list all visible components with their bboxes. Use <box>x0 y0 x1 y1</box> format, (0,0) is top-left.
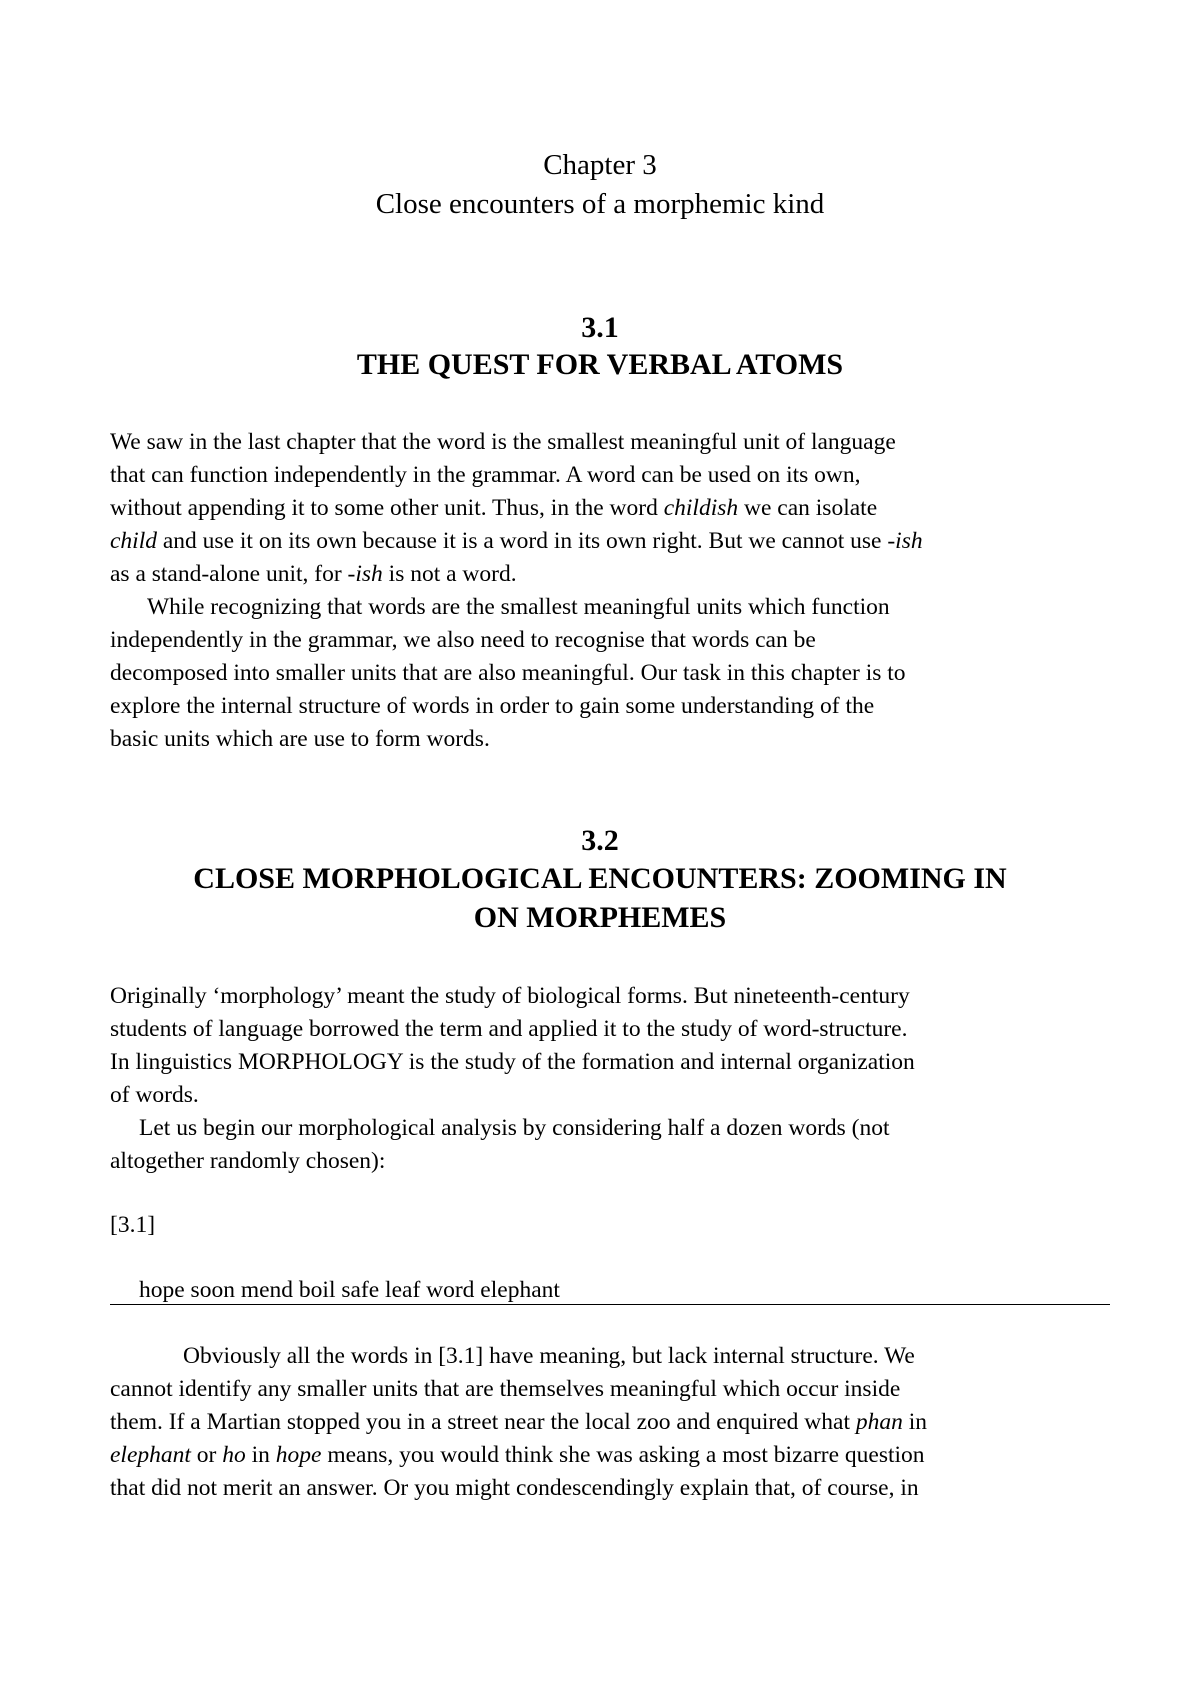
text-run: without appending it to some other unit. Thus, in the word <box>110 495 664 521</box>
text-run: them. If a Martian stopped you in a street near the local zoo and enquired what <box>110 1409 856 1435</box>
italic-term: ho <box>222 1442 246 1468</box>
text-line: We saw in the last chapter that the word is the smallest meaningful unit of language <box>110 429 896 455</box>
example-label: [3.1] <box>110 1212 156 1238</box>
text-run: we can isolate <box>738 495 878 521</box>
text-line <box>110 492 877 524</box>
example-rule <box>110 1304 1110 1305</box>
italic-term: elephant <box>110 1442 191 1468</box>
text-run: in <box>902 1409 928 1435</box>
text-line <box>110 1406 927 1438</box>
text-run: as a stand-alone unit, for <box>110 561 348 587</box>
section-1-title: THE QUEST FOR VERBAL ATOMS <box>356 348 844 381</box>
text-line: In linguistics MORPHOLOGY is the study of the formation and internal organization <box>110 1049 915 1075</box>
text-line: Let us begin our morphological analysis by considering half a dozen words (not <box>139 1115 890 1141</box>
italic-term: -ish <box>887 528 923 554</box>
text-line: Originally ‘morphology’ meant the study of biological forms. But nineteenth-century <box>110 983 910 1009</box>
text-line <box>110 1439 925 1471</box>
italic-term: hope <box>275 1442 322 1468</box>
section-2-title-line-2: ON MORPHEMES <box>473 901 727 934</box>
text-line: decomposed into smaller units that are also meaningful. Our task in this chapter is to <box>110 660 906 686</box>
text-line: basic units which are use to form words. <box>110 726 490 752</box>
text-run: is not a word. <box>382 561 517 587</box>
text-run: in <box>245 1442 276 1468</box>
section-1-number: 3.1 <box>581 311 619 344</box>
section-2-number: 3.2 <box>581 824 619 857</box>
text-line: students of language borrowed the term and applied it to the study of word-structure. <box>110 1016 908 1042</box>
italic-term: childish <box>663 495 739 521</box>
text-line <box>110 558 517 590</box>
text-line: explore the internal structure of words in order to gain some understanding of the <box>110 693 875 719</box>
text-line: independently in the grammar, we also need to recognise that words can be <box>110 627 816 653</box>
italic-term: -ish <box>347 561 383 587</box>
text-run: or <box>190 1442 223 1468</box>
text-line: altogether randomly chosen): <box>110 1148 386 1174</box>
chapter-title: Close encounters of a morphemic kind <box>375 188 825 220</box>
text-run: means, you would think she was asking a most bizarre question <box>321 1442 925 1468</box>
example-words: hope soon mend boil safe leaf word elephant <box>139 1277 560 1303</box>
text-line: While recognizing that words are the smallest meaningful units which function <box>147 594 890 620</box>
text-line <box>110 525 923 557</box>
text-line: of words. <box>110 1082 199 1108</box>
chapter-number: Chapter 3 <box>543 149 657 181</box>
italic-term: child <box>110 528 157 554</box>
text-line: that did not merit an answer. Or you might condescendingly explain that, of course, in <box>110 1475 919 1501</box>
text-line: Obviously all the words in [3.1] have meaning, but lack internal structure. We <box>183 1343 915 1369</box>
text-run: and use it on its own because it is a word in its own right. But we cannot use <box>157 528 888 554</box>
italic-term: phan <box>855 1409 903 1435</box>
text-line: that can function independently in the grammar. A word can be used on its own, <box>110 462 861 488</box>
text-line: cannot identify any smaller units that are themselves meaningful which occur inside <box>110 1376 901 1402</box>
section-2-title-line-1: CLOSE MORPHOLOGICAL ENCOUNTERS: ZOOMING IN <box>193 862 1007 895</box>
